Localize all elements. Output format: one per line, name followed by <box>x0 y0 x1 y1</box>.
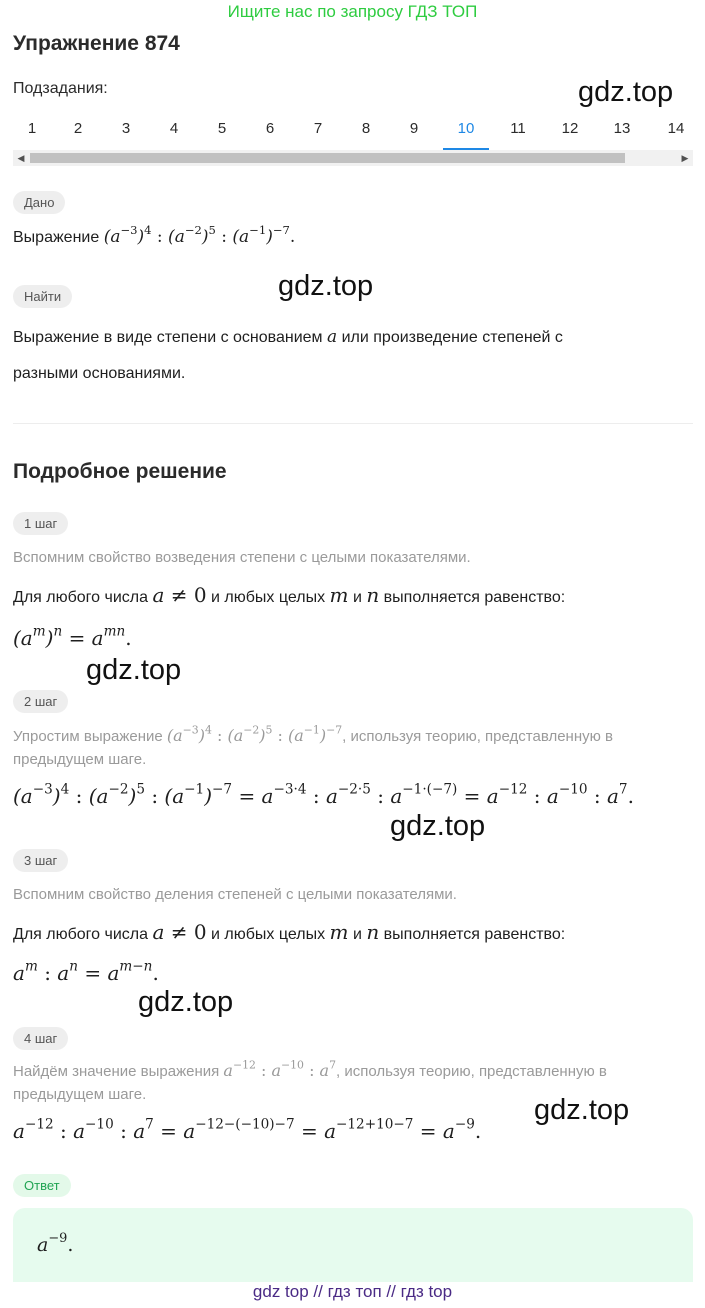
solution-title: Подробное решение <box>13 460 227 483</box>
step-1-formula: $(a^m)^n = a^{mn}$. <box>13 623 132 650</box>
step-1-hint: Вспомним свойство возведения степени с целыми показателями. <box>13 549 471 566</box>
step-2-hint: Упростим выражение $(a^{-3})^4$ : $(a^{-2})^5$ : $(a^{-1})^{-7}$, используя теорию, представленную в <box>13 723 613 745</box>
step-3-statement: Для любого числа a ≠ 0 и любых целых m и n выполняется равенство: <box>13 920 566 944</box>
tab-8[interactable]: 8 <box>361 120 371 137</box>
tab-7[interactable]: 7 <box>313 120 323 137</box>
tab-3[interactable]: 3 <box>121 120 131 137</box>
step-1-label: 1 шаг <box>13 512 68 535</box>
given-formula: $(a^{-3})^4$ : $(a^{-2})^5$ : $(a^{-1})^{-7}$. <box>103 222 296 247</box>
step-4-formula: $a^{-12}$ : $a^{-10}$ : $a^7 = a^{-12-(-10)-7} = a^{-12+10-7} = a^{-9}$. <box>13 1116 482 1143</box>
answer-label: Ответ <box>13 1174 71 1197</box>
step-3-hint: Вспомним свойство деления степеней с целыми показателями. <box>13 886 457 903</box>
watermark: gdz.top <box>534 1094 630 1126</box>
tab-9[interactable]: 9 <box>409 120 419 137</box>
top-banner: Ищите нас по запросу ГДЗ ТОП <box>227 2 478 21</box>
subtasks-label: Подзадания: <box>13 80 108 97</box>
tab-10[interactable]: 10 <box>443 114 489 150</box>
watermark: gdz.top <box>278 270 374 302</box>
arrow-right-icon[interactable]: ▶ <box>681 153 689 163</box>
find-label: Найти <box>13 285 72 308</box>
given-expression: Выражение $(a^{-3})^4$ : $(a^{-2})^5$ : $(a^{-1})^{-7}$. <box>13 222 296 247</box>
step-2-hint-line2: предыдущем шаге. <box>13 751 147 768</box>
tab-13[interactable]: 13 <box>613 120 631 137</box>
find-text: Выражение в виде степени с основанием a или произведение степеней с <box>13 327 563 347</box>
watermark: gdz.top <box>138 986 234 1018</box>
watermark: gdz.top <box>86 654 182 686</box>
tab-1[interactable]: 1 <box>27 120 37 137</box>
find-text-line2: разными основаниями. <box>13 365 186 382</box>
page-title: Упражнение 874 <box>13 32 180 55</box>
step-3-label: 3 шаг <box>13 849 68 872</box>
step-2-label: 2 шаг <box>13 690 68 713</box>
step-1-statement: Для любого числа a ≠ 0 и любых целых m и n выполняется равенство: <box>13 583 566 607</box>
answer-box <box>13 1208 693 1282</box>
step-2-formula: $(a^{-3})^4$ : $(a^{-2})^5$ : $(a^{-1})^{-7} = a^{-3\cdot 4}$ : $a^{-2\cdot 5}$ : $a^{-1\cdot(-7)} = a^{-12}$ : $a^{-10}$ : $a^7$. <box>13 781 634 808</box>
arrow-left-icon[interactable]: ◀ <box>17 153 25 163</box>
subtask-tabs <box>13 114 705 150</box>
footer-links: gdz top // гдз топ // гдз top <box>252 1282 453 1301</box>
watermark: gdz.top <box>578 76 674 108</box>
step-4-hint: Найдём значение выражения $a^{-12}$ : $a^{-10}$ : $a^7$, используя теорию, представленную в <box>13 1058 607 1080</box>
step-4-label: 4 шаг <box>13 1027 68 1050</box>
tab-4[interactable]: 4 <box>169 120 179 137</box>
tab-6[interactable]: 6 <box>265 120 275 137</box>
step-3-formula: $a^m$ : $a^n = a^{m-n}$. <box>13 958 159 985</box>
tabs-scrollbar[interactable] <box>13 150 693 166</box>
scroll-thumb[interactable] <box>30 153 625 163</box>
tab-5[interactable]: 5 <box>217 120 227 137</box>
tab-2[interactable]: 2 <box>73 120 83 137</box>
tab-12[interactable]: 12 <box>561 120 579 137</box>
tab-14[interactable]: 14 <box>667 120 685 137</box>
watermark: gdz.top <box>390 810 486 842</box>
given-label: Дано <box>13 191 65 214</box>
answer-value: $a^{-9}$. <box>37 1230 74 1256</box>
divider <box>13 423 693 424</box>
step-4-hint-line2: предыдущем шаге. <box>13 1086 147 1103</box>
tab-11[interactable]: 11 <box>510 120 526 137</box>
